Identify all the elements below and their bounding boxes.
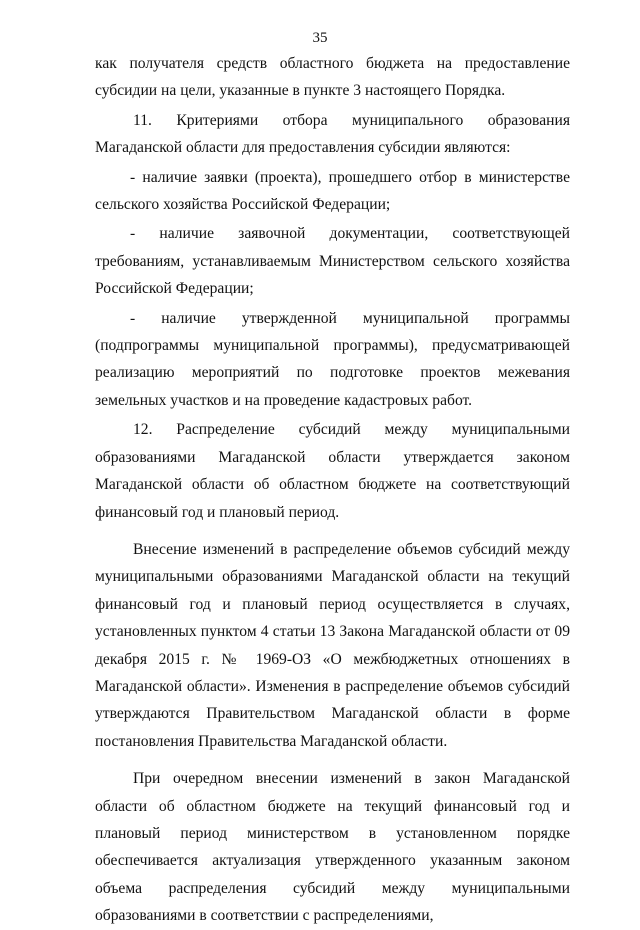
paragraph-distribution-12: 12. Распределение субсидий между муниципальными образованиями Магаданской области утверждается законом Магаданской области об областном бюджете на соответствующий финансовый год и плановый период. <box>95 421 570 521</box>
criteria-item-program: - наличие утвержденной муниципальной программы (подпрограммы муниципальной программы), предусматривающей реализацию мероприятий по подготовке проектов межевания земельных участков и на проведение кадастровых работ. <box>95 309 570 409</box>
paragraph-budget-changes: При очередном внесении изменений в закон Магаданской области об областном бюджете на текущий финансовый год и плановый период министерством в установленном порядке обеспечивается актуализация утвержденного указанным законом объема распределения субсидий между муниципальными образованиями в соответствии с распределениями, <box>95 770 570 925</box>
page-number: 35 <box>312 30 328 46</box>
document-body <box>95 50 570 930</box>
paragraph-recipient: как получателя средств областного бюджета на предоставление субсидии на цели, указанные в пункте 3 настоящего Порядка. <box>95 55 570 100</box>
paragraph-amendments: Внесение изменений в распределение объемов субсидий между муниципальными образованиями Магаданской области на текущий финансовый год и плановый период осуществляется в случаях, установленных пунктом 4 статьи 13 Закона Магаданской области от 09 декабря 2015 г. № 1969-ОЗ «О межбюджетных отношениях в Магаданской области». Изменения в распределение объемов субсидий утверждаются Правительством Магаданской области в форме постановления Правительства Магаданской области. <box>95 540 570 750</box>
criteria-item-application: - наличие заявки (проекта), прошедшего отбор в министерстве сельского хозяйства Российской Федерации; <box>95 168 570 214</box>
paragraph-criteria-11: 11. Критериями отбора муниципального образования Магаданской области для предоставления субсидии являются: <box>95 111 570 157</box>
criteria-item-documentation: - наличие заявочной документации, соответствующей требованиям, устанавливаемым Министерством сельского хозяйства Российской Федерации; <box>95 225 570 298</box>
